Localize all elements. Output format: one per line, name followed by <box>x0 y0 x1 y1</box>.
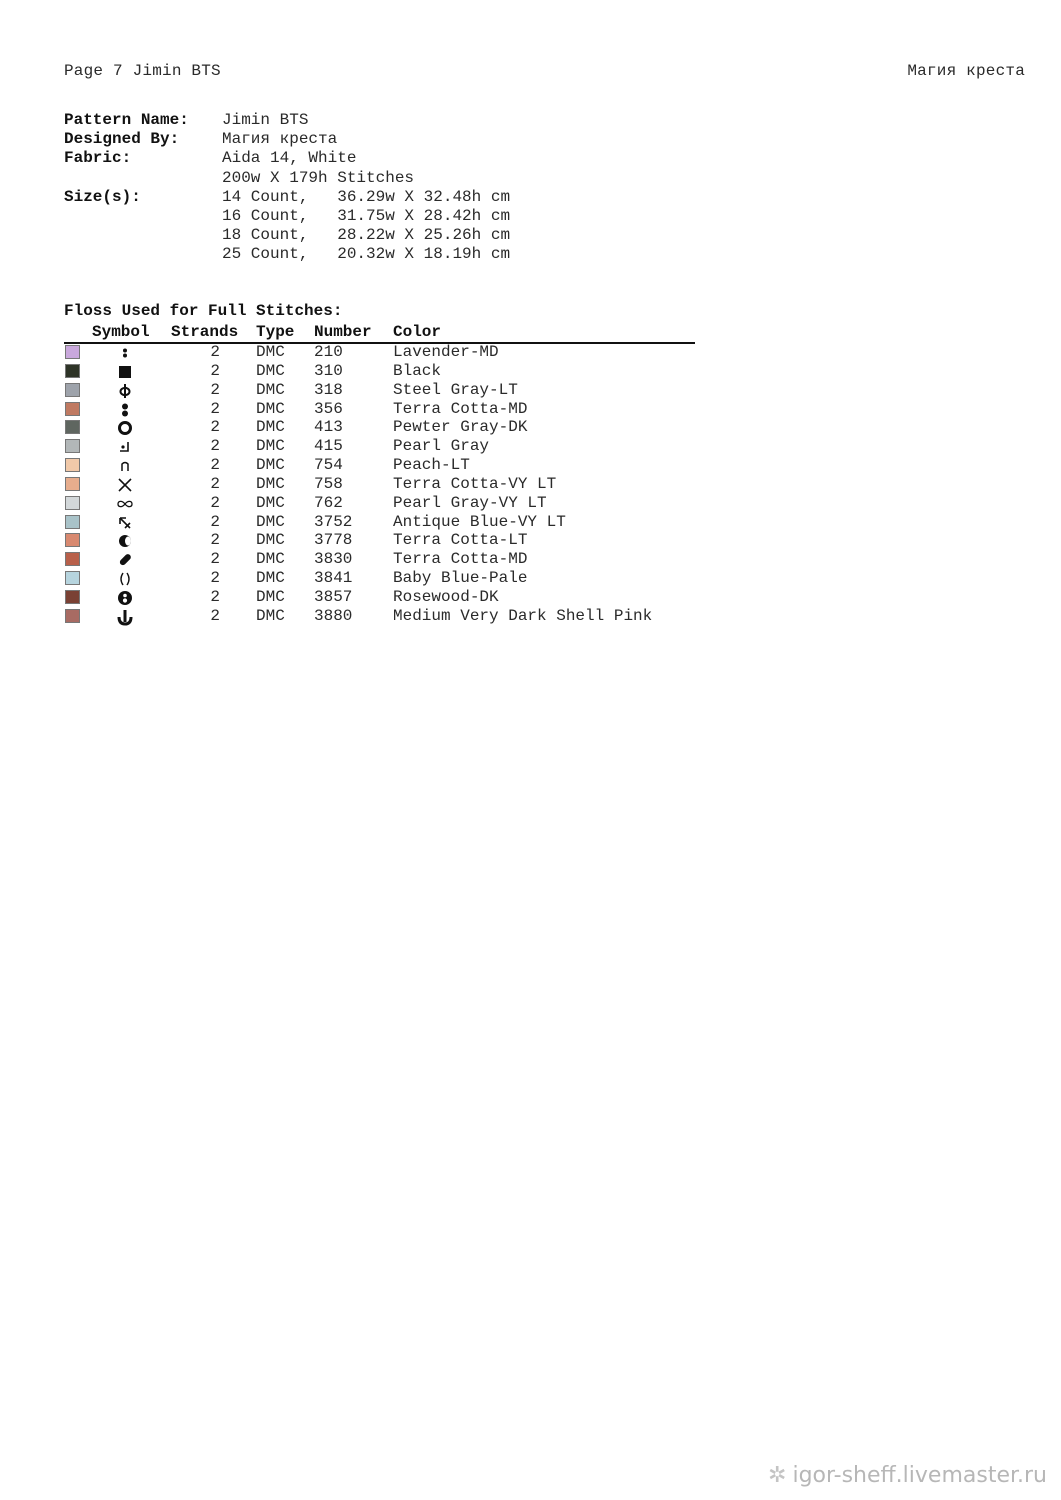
type-cell: DMC <box>256 531 285 550</box>
type-cell: DMC <box>256 343 285 361</box>
color-swatch <box>65 496 80 510</box>
color-swatch <box>65 439 80 453</box>
info-label <box>64 169 222 188</box>
color-name-cell: Terra Cotta-VY LT <box>393 474 557 493</box>
info-label: Designed By: <box>64 130 180 149</box>
number-cell: 318 <box>314 380 343 399</box>
strands-cell: 2 <box>210 587 220 606</box>
strands-cell: 2 <box>210 456 220 475</box>
table-row <box>64 531 704 550</box>
number-cell: 3880 <box>314 606 353 625</box>
dots-icon <box>116 344 134 362</box>
pattern-info <box>64 111 510 265</box>
floss-title: Floss Used for Full Stitches: <box>64 302 343 320</box>
color-swatch <box>65 402 80 416</box>
info-row <box>64 207 510 226</box>
info-row <box>64 130 510 149</box>
info-label: Size(s): <box>64 187 141 206</box>
info-label: Pattern Name: <box>64 111 189 129</box>
double-dot-icon <box>116 401 134 419</box>
color-swatch <box>65 345 80 359</box>
table-row <box>64 418 704 437</box>
info-row <box>64 111 510 130</box>
color-swatch <box>65 533 80 547</box>
type-cell: DMC <box>256 380 285 399</box>
color-name-cell: Black <box>393 361 442 380</box>
number-cell: 310 <box>314 361 343 380</box>
strands-cell: 2 <box>210 569 220 588</box>
gear-icon: ✲ <box>768 1463 787 1488</box>
table-row <box>64 494 704 513</box>
type-cell: DMC <box>256 493 285 512</box>
table-row <box>64 381 704 400</box>
col-strands: Strands <box>171 323 239 341</box>
col-number: Number <box>314 323 372 341</box>
type-cell: DMC <box>256 606 285 625</box>
table-row <box>64 437 704 456</box>
pill-icon <box>116 551 134 569</box>
strands-cell: 2 <box>210 550 220 569</box>
strands-cell: 2 <box>210 343 220 361</box>
table-row <box>64 456 704 475</box>
col-type: Type <box>256 323 295 341</box>
type-cell: DMC <box>256 361 285 380</box>
arrow-icon <box>116 514 134 532</box>
color-name-cell: Medium Very Dark Shell Pink <box>393 606 653 625</box>
info-row <box>64 245 510 264</box>
color-name-cell: Steel Gray-LT <box>393 380 518 399</box>
strands-cell: 2 <box>210 493 220 512</box>
n-icon <box>116 457 134 475</box>
number-cell: 3857 <box>314 587 353 606</box>
type-cell: DMC <box>256 418 285 437</box>
table-row <box>64 607 704 626</box>
info-value: Jimin BTS <box>222 111 309 129</box>
number-cell: 762 <box>314 493 343 512</box>
strands-cell: 2 <box>210 399 220 418</box>
number-cell: 3752 <box>314 512 353 531</box>
info-value: 18 Count, 28.22w X 25.26h cm <box>222 226 511 245</box>
type-cell: DMC <box>256 437 285 456</box>
number-cell: 3841 <box>314 569 353 588</box>
square-icon <box>116 363 134 381</box>
anchor-icon <box>116 608 134 626</box>
strands-cell: 2 <box>210 380 220 399</box>
strands-cell: 2 <box>210 606 220 625</box>
color-name-cell: Pearl Gray <box>393 437 490 456</box>
color-swatch <box>65 383 80 397</box>
floss-table-header <box>64 322 695 344</box>
info-value: 16 Count, 31.75w X 28.42h cm <box>222 206 511 225</box>
table-row <box>64 588 704 607</box>
color-name-cell: Terra Cotta-MD <box>393 550 528 569</box>
table-row <box>64 343 704 362</box>
color-name-cell: Pewter Gray-DK <box>393 418 528 437</box>
color-swatch <box>65 458 80 472</box>
info-label: Fabric: <box>64 149 132 168</box>
phi-icon <box>116 382 134 400</box>
x-icon <box>116 476 134 494</box>
color-name-cell: Antique Blue-VY LT <box>393 512 566 531</box>
color-name-cell: Peach-LT <box>393 456 470 475</box>
info-value: 25 Count, 20.32w X 18.19h cm <box>222 245 511 264</box>
strands-cell: 2 <box>210 512 220 531</box>
number-cell: 210 <box>314 343 343 361</box>
info-label <box>64 207 222 226</box>
number-cell: 758 <box>314 474 343 493</box>
hook-icon <box>116 438 134 456</box>
table-row <box>64 569 704 588</box>
table-row <box>64 513 704 532</box>
table-row <box>64 550 704 569</box>
strands-cell: 2 <box>210 474 220 493</box>
color-swatch <box>65 477 80 491</box>
number-cell: 3778 <box>314 531 353 550</box>
strands-cell: 2 <box>210 361 220 380</box>
info-value: Aida 14, White <box>222 149 357 168</box>
color-name-cell: Baby Blue-Pale <box>393 569 528 588</box>
info-row <box>64 226 510 245</box>
type-cell: DMC <box>256 399 285 418</box>
ring-icon <box>116 419 134 437</box>
color-name-cell: Rosewood-DK <box>393 587 499 606</box>
number-cell: 356 <box>314 399 343 418</box>
info-label <box>64 226 222 245</box>
type-cell: DMC <box>256 550 285 569</box>
col-color: Color <box>393 323 442 341</box>
table-row <box>64 362 704 381</box>
number-cell: 3830 <box>314 550 353 569</box>
color-swatch <box>65 571 80 585</box>
type-cell: DMC <box>256 456 285 475</box>
col-symbol: Symbol <box>92 323 150 341</box>
color-swatch <box>65 552 80 566</box>
half-moon-icon <box>116 532 134 550</box>
author-name: Магия креста <box>907 62 1025 80</box>
color-name-cell: Pearl Gray-VY LT <box>393 493 547 512</box>
table-row <box>64 475 704 494</box>
strands-cell: 2 <box>210 531 220 550</box>
type-cell: DMC <box>256 569 285 588</box>
info-label <box>64 245 222 264</box>
page-label: Page 7 Jimin BTS <box>64 62 221 80</box>
color-swatch <box>65 515 80 529</box>
info-row <box>64 188 510 207</box>
strands-cell: 2 <box>210 437 220 456</box>
color-swatch <box>65 609 80 623</box>
watermark <box>768 1463 1047 1488</box>
color-swatch <box>65 364 80 378</box>
type-cell: DMC <box>256 512 285 531</box>
info-value: 14 Count, 36.29w X 32.48h cm <box>222 187 511 206</box>
parens-icon <box>116 570 134 588</box>
color-swatch <box>65 420 80 434</box>
info-value: 200w X 179h Stitches <box>222 168 415 187</box>
color-name-cell: Terra Cotta-LT <box>393 531 528 550</box>
watermark-text: igor-sheff.livemaster.ru <box>792 1463 1047 1488</box>
type-cell: DMC <box>256 587 285 606</box>
type-cell: DMC <box>256 474 285 493</box>
eight-icon <box>116 589 134 607</box>
table-row <box>64 400 704 419</box>
number-cell: 413 <box>314 418 343 437</box>
info-value: Магия креста <box>222 130 338 149</box>
number-cell: 415 <box>314 437 343 456</box>
color-name-cell: Lavender-MD <box>393 343 499 361</box>
info-row <box>64 149 510 168</box>
strands-cell: 2 <box>210 418 220 437</box>
number-cell: 754 <box>314 456 343 475</box>
infinity-icon <box>116 495 134 513</box>
floss-table-body <box>64 343 704 626</box>
color-swatch <box>65 590 80 604</box>
info-row <box>64 169 510 188</box>
color-name-cell: Terra Cotta-MD <box>393 399 528 418</box>
